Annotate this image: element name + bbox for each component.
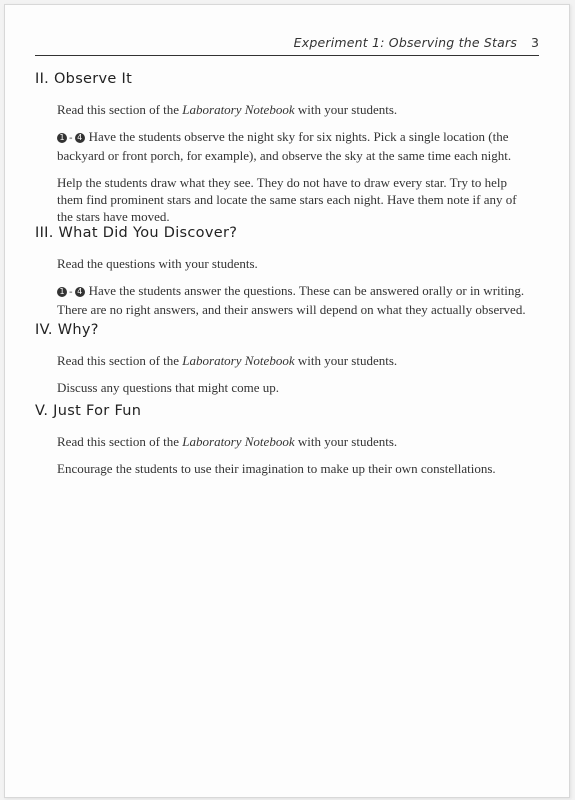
step-text: Have the students observe the night sky for six nights. Pick a single location (the backyard or front porch, for example), and observe the sky at the same time each night. [57,129,512,163]
text-run: Read this section of the [57,102,183,117]
header-title: Experiment 1: Observing the Stars [293,35,518,50]
step-start-badge: 1 [57,133,67,143]
paragraph [57,101,533,118]
text-run: with your students. [294,353,398,368]
step-range-marker: 1 - 4 [57,130,85,147]
section-just-for-fun [35,403,533,487]
step-text: Have the students answer the questions. These can be answered orally or in writing. There are no right answers, and their answers will depend on what they actually observed. [57,283,526,317]
paragraph: Read the questions with your students. [57,256,258,271]
page-number: 3 [531,35,539,50]
step-start-badge: 1 [57,287,67,297]
step-range-marker: 1 - 4 [57,284,85,301]
book-title: Laboratory Notebook [182,353,295,368]
section-observe-it [35,71,533,235]
step-end-badge: 4 [75,287,85,297]
paragraph: Help the students draw what they see. They do not have to draw every star. Try to help them find prominent stars and locate the same stars each night. Have them note if any of the stars have moved. [57,175,517,224]
text-run: Read this section of the [57,353,183,368]
section-what-did-you-discover [35,225,533,328]
paragraph: Discuss any questions that might come up. [57,380,280,395]
text-run: with your students. [294,434,398,449]
text-run: Read this section of the [57,434,183,449]
book-title: Laboratory Notebook [182,102,295,117]
paragraph [57,352,533,369]
section-heading: V. Just For Fun [35,403,142,419]
step-paragraph [57,128,533,164]
section-heading: III. What Did You Discover? [35,225,238,241]
section-heading: IV. Why? [35,322,99,338]
section-heading: II. Observe It [35,71,133,87]
paragraph: Encourage the students to use their imagination to make up their own constellations. [57,461,496,476]
running-header [35,35,539,56]
page [4,4,570,798]
text-run: with your students. [294,102,398,117]
book-title: Laboratory Notebook [182,434,295,449]
step-end-badge: 4 [75,133,85,143]
paragraph [57,433,533,450]
step-paragraph [57,282,533,318]
section-why [35,322,533,406]
